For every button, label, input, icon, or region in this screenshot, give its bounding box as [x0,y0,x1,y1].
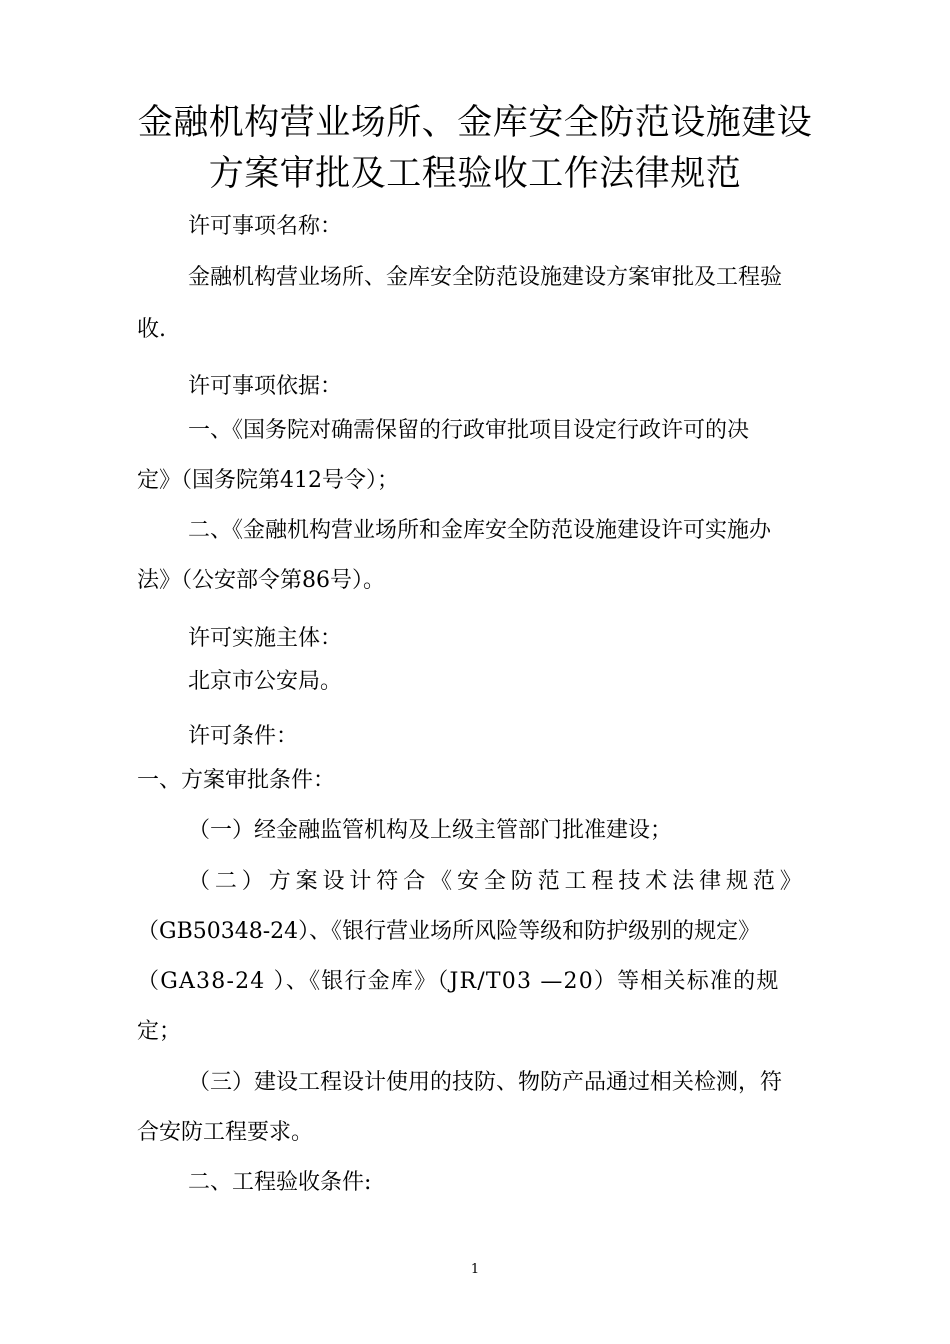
permit-name-text-line-2: 收. [137,317,166,342]
implementing-body-text: 北京市公安局。 [188,669,343,694]
page-number: 1 [470,1262,480,1277]
condition-3-line-2: 合安防工程要求。 [137,1120,314,1145]
section-heading-permit-basis: 许可事项依据： [188,374,343,399]
subsection-acceptance: 二、工程验收条件: [188,1170,372,1195]
basis-item-1-line-1: 一、《国务院对确需保留的行政审批项目设定行政许可的决 [188,418,750,443]
condition-2-line-2: （GB50348-24）、《银行营业场所风险等级和防护级别的规定》 [137,919,761,944]
subsection-plan-approval: 一、方案审批条件： [137,768,336,793]
condition-2-line-4: 定； [137,1019,182,1044]
basis-item-1-line-2: 定》（国务院第412号令）； [137,468,399,493]
section-heading-permit-name: 许可事项名称： [188,214,343,239]
condition-1-text: （一）经金融监管机构及上级主管部门批准建设； [188,818,673,843]
condition-2-line-3: （GA38-24 ）、《银行金库》（JR/T03 —20）等相关标准的规 [137,969,780,994]
document-title-line-2: 方案审批及工程验收工作法律规范 [208,154,742,194]
condition-2-line-1: （二）方案设计符合《安全防范工程技术法律规范》 [188,869,807,894]
section-heading-implementing-body: 许可实施主体： [188,626,343,651]
section-heading-permit-conditions: 许可条件： [188,724,299,749]
condition-3-line-1: （三）建设工程设计使用的技防、物防产品通过相关检测，符 [188,1070,783,1095]
basis-item-2-line-2: 法》（公安部令第86号）。 [137,568,385,593]
permit-name-text-line-1: 金融机构营业场所、金库安全防范设施建设方案审批及工程验 [188,265,783,290]
document-title-line-1: 金融机构营业场所、金库安全防范设施建设 [137,103,813,143]
basis-item-2-line-1: 二、《金融机构营业场所和金库安全防范设施建设许可实施办 [188,518,772,543]
